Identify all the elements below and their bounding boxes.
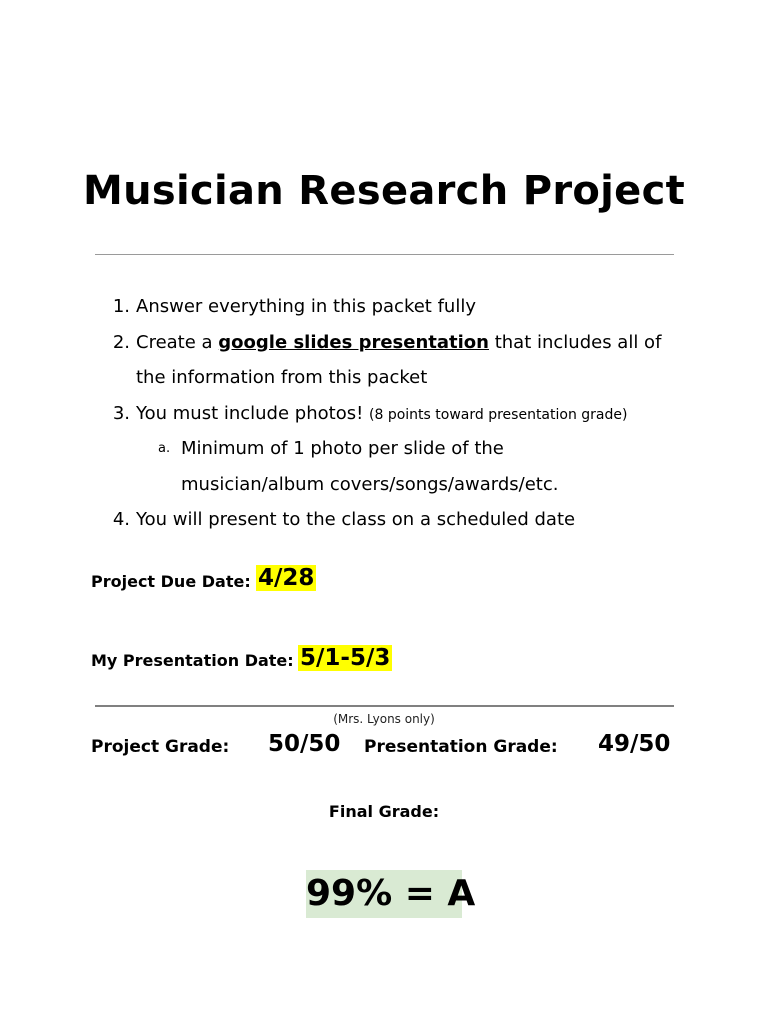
- points-note: (8 points toward presentation grade): [369, 406, 628, 423]
- list-number: 2.: [112, 331, 130, 353]
- list-number: 4.: [112, 509, 130, 530]
- list-text: the information from this packet: [136, 367, 428, 388]
- list-number: 1.: [112, 296, 130, 317]
- list-text: [136, 325, 661, 361]
- presentation-grade-label: Presentation Grade:: [364, 737, 558, 757]
- grading-divider: [95, 705, 674, 707]
- list-text: Answer everything in this packet fully: [136, 296, 476, 317]
- presentation-date-value: 5/1-5/3: [300, 645, 391, 671]
- list-text: [136, 396, 627, 434]
- project-grade-value: 50/50: [268, 731, 341, 757]
- title-divider: [95, 254, 674, 255]
- list-text: You will present to the class on a scheduled date: [136, 509, 576, 530]
- list-text-suffix: that includes all of: [488, 331, 662, 353]
- list-text-prefix: Create a: [136, 331, 219, 353]
- sub-list-text: musician/album covers/songs/awards/etc.: [181, 473, 559, 495]
- project-grade-label: Project Grade:: [91, 737, 230, 757]
- final-grade-value: 99% = A: [306, 870, 462, 918]
- due-date-label: Project Due Date:: [91, 572, 251, 591]
- teacher-only-note: (Mrs. Lyons only): [333, 712, 435, 726]
- list-text-main: You must include photos!: [136, 402, 370, 424]
- final-grade-label: Final Grade:: [328, 802, 440, 821]
- sub-list-letter: a.: [158, 441, 171, 456]
- sub-list-text: Minimum of 1 photo per slide of the: [181, 438, 504, 459]
- list-number: 3.: [112, 402, 130, 424]
- presentation-date-label: My Presentation Date:: [91, 651, 294, 670]
- emphasis-text: google slides presentation: [218, 331, 489, 353]
- presentation-grade-value: 49/50: [598, 731, 671, 757]
- page-title: Musician Research Project: [82, 168, 685, 214]
- due-date-value: 4/28: [258, 565, 315, 591]
